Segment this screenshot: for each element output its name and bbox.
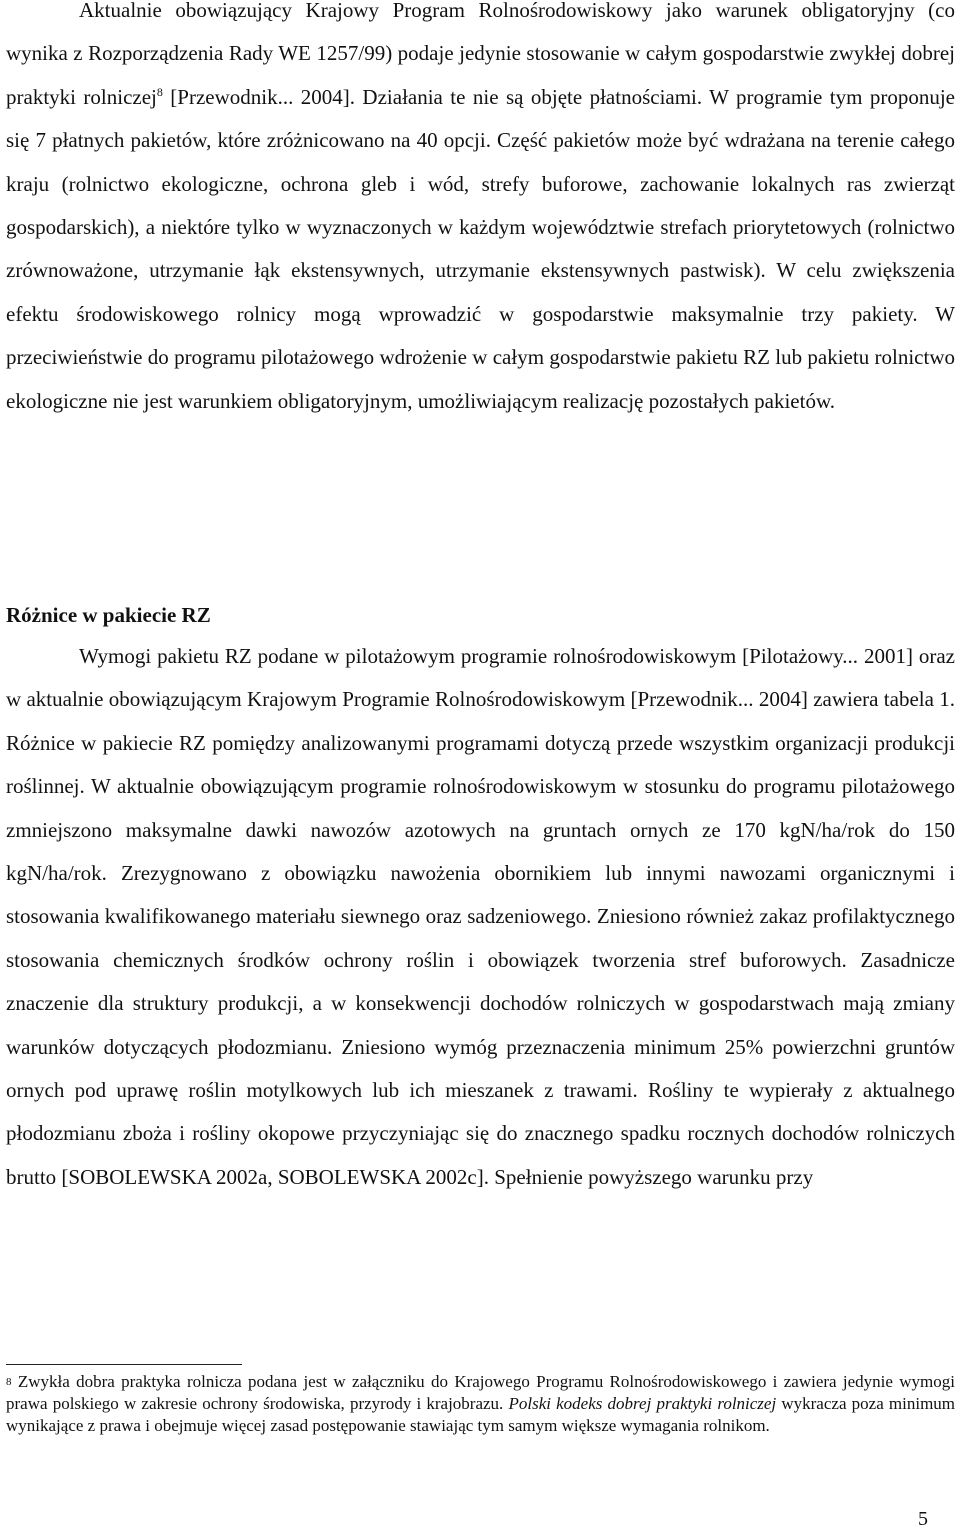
section-heading: Różnice w pakiecie RZ	[6, 603, 211, 627]
footnote-text-end: wykracza poza minimum wynikające z prawa i obejmuje więcej zasad postępowanie stawiając tym samym większe wymagania rolnikom.	[6, 1393, 956, 1435]
footnote	[6, 1371, 955, 1436]
footnote-divider	[6, 1364, 242, 1365]
footnote-reference[interactable]: 8	[156, 84, 163, 99]
paragraph-rz-differences: Wymogi pakietu RZ podane w pilotażowym programie rolnośrodowiskowym [Pilotażowy... 2001] oraz w aktualnie obowiązującym Krajowym Programie Rolnośrodowiskowym [Przewodnik... 2004] zawiera tabela 1. Różnice w pakiecie RZ pomiędzy analizowanymi programami dotyczą przede wszystkim organizacji produkcji roślinnej. W aktualnie obowiązującym programie rolnośrodowiskowym w stosunku do programu pilotażowego zmniejszono maksymalne dawki nawozów azotowych na gruntach ornych ze 170 kgN/ha/rok do 150 kgN/ha/rok. Zrezygnowano z obowiązku nawożenia obornikiem lub innymi nawozami organicznymi i stosowania kwalifikowanego materiału siewnego oraz sadzeniowego. Zniesiono również zakaz profilaktycznego stosowania chemicznych środków ochrony roślin i obowiązek tworzenia stref buforowych. Zasadnicze znaczenie dla struktury produkcji, a w konsekwencji dochodów rolniczych w gospodarstwach mają zmiany warunków dotyczących płodozmianu. Zniesiono wymóg przeznaczenia minimum 25% powierzchni gruntów ornych pod uprawę roślin motylkowych lub ich mieszanek z trawami. Rośliny te wypierały z aktualnego płodozmianu zboża i rośliny okopowe przyczyniając się do znacznego spadku rocznych dochodów rolniczych brutto [SOBOLEWSKA 2002a, SOBOLEWSKA 2002c]. Spełnienie powyższego warunku przy	[6, 644, 955, 1189]
paragraph-text-end: [Przewodnik... 2004]. Działania te nie są objęte płatnościami. W programie tym proponuje się 7 płatnych pakietów, które zróżnicowano na 40 opcji. Część pakietów może być wdrażana na terenie całego kraju (rolnictwo ekologiczne, ochrona gleb i wód, strefy buforowe, zachowanie lokalnych ras zwierząt gospodarskich), a niektóre tylko w wyznaczonych w każdym województwie strefach priorytetowych (rolnictwo zrównoważone, utrzymanie łąk ekstensywnych, utrzymanie ekstensywnych pastwisk). W celu zwiększenia efektu środowiskowego rolnicy mogą wprowadzić w gospodarstwie maksymalnie trzy pakiety. W przeciwieństwie do programu pilotażowego wdrożenie w całym gospodarstwie pakietu RZ lub pakietu rolnictwo ekologiczne nie jest warunkiem obligatoryjnym, umożliwiającym realizację pozostałych pakietów.	[6, 84, 955, 413]
paragraph-packages-overview	[6, 0, 955, 423]
footnote-italic-title: Polski kodeks dobrej praktyki rolniczej	[508, 1393, 777, 1413]
footnote-marker: 8	[6, 1376, 12, 1388]
paragraph-text-start: Aktualnie obowiązujący Krajowy Program Rolnośrodowiskowy jako warunek obligatoryjny (co wynika z Rozporządzenia Rady WE 1257/99) podaje jedynie stosowanie w całym gospodarstwie zwykłej dobrej praktyki rolniczej	[6, 0, 955, 109]
footnote-text: Zwykła dobra praktyka rolnicza podana jest w załączniku do Krajowego Programu Rolnośrodowiskowego i zawiera jedynie wymogi prawa polskiego w zakresie ochrony środowiska, przyrody i krajobrazu.	[6, 1372, 955, 1413]
page-number: 5	[918, 1508, 928, 1530]
